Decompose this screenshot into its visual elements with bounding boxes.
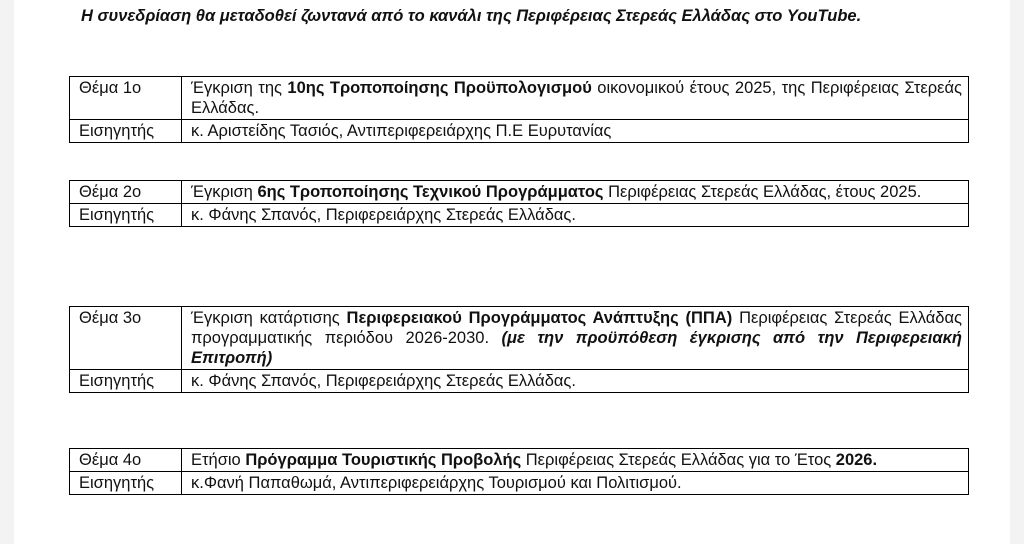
- topic-description: [182, 181, 969, 204]
- topic-row: [70, 77, 969, 120]
- desc-note: (με την προϋπόθεση έγκρισης από την Περιφερειακή Επιτροπή): [191, 329, 962, 367]
- rapporteur-row: [70, 204, 969, 227]
- desc-text: Έγκριση: [191, 183, 258, 201]
- topic-label: Θέμα 2ο: [70, 181, 182, 204]
- rapporteur-label: Εισηγητής: [70, 120, 182, 143]
- rapporteur-row: [70, 120, 969, 143]
- desc-bold-text: 2026.: [835, 451, 878, 469]
- desc-text: Έγκριση της: [191, 79, 288, 97]
- rapporteur-name: κ. Αριστείδης Τασιός, Αντιπεριφερειάρχης Π.Ε Ευρυτανίας: [182, 120, 969, 143]
- rapporteur-name: κ. Φάνης Σπανός, Περιφερειάρχης Στερεάς Ελλάδας.: [182, 204, 969, 227]
- desc-bold-text: 6ης Τροποποίησης Τεχνικού Προγράμματος: [257, 183, 604, 201]
- topic-table-2: [69, 180, 969, 227]
- topic-description: [182, 449, 969, 472]
- desc-text: οικονομικού έτους 2025, της Περιφέρειας Στερεάς Ελλάδας.: [191, 79, 962, 117]
- topic-label: Θέμα 4ο: [70, 449, 182, 472]
- topic-description: [182, 77, 969, 120]
- topic-row: [70, 307, 969, 370]
- topic-table-1: [69, 76, 969, 143]
- rapporteur-label: Εισηγητής: [70, 370, 182, 393]
- desc-bold-text: Περιφερειακού Προγράμματος Ανάπτυξης (ΠΠΑ): [346, 309, 733, 327]
- topic-description: [182, 307, 969, 370]
- rapporteur-row: [70, 472, 969, 495]
- topic-label: Θέμα 1ο: [70, 77, 182, 120]
- topic-row: [70, 449, 969, 472]
- intro-paragraph: Η συνεδρίαση θα μεταδοθεί ζωντανά από το κανάλι της Περιφέρειας Στερεάς Ελλάδας στο YouTube.: [81, 7, 862, 25]
- topic-label: Θέμα 3ο: [70, 307, 182, 370]
- desc-text: Έγκριση κατάρτισης: [191, 309, 347, 327]
- desc-text: Περιφέρειας Στερεάς Ελλάδας για το Έτος: [521, 451, 836, 469]
- desc-bold-text: 10ης Τροποποίησης Προϋπολογισμού: [287, 79, 592, 97]
- document-page: [14, 0, 1010, 544]
- desc-text: Περιφέρειας Στερεάς Ελλάδας, έτους 2025.: [603, 183, 922, 201]
- desc-text: Ετήσιο: [191, 451, 246, 469]
- topic-row: [70, 181, 969, 204]
- rapporteur-row: [70, 370, 969, 393]
- desc-bold-text: Πρόγραμμα Τουριστικής Προβολής: [245, 451, 522, 469]
- topic-table-4: [69, 448, 969, 495]
- rapporteur-label: Εισηγητής: [70, 204, 182, 227]
- rapporteur-name: κ. Φάνης Σπανός, Περιφερειάρχης Στερεάς Ελλάδας.: [182, 370, 969, 393]
- topic-table-3: [69, 306, 969, 393]
- desc-text: Περιφέρειας Στερεάς Ελλάδας προγραμματικής περιόδου 2026-2030.: [191, 309, 962, 347]
- rapporteur-name: κ.Φανή Παπαθωμά, Αντιπεριφερειάρχης Τουρισμού και Πολιτισμού.: [182, 472, 969, 495]
- rapporteur-label: Εισηγητής: [70, 472, 182, 495]
